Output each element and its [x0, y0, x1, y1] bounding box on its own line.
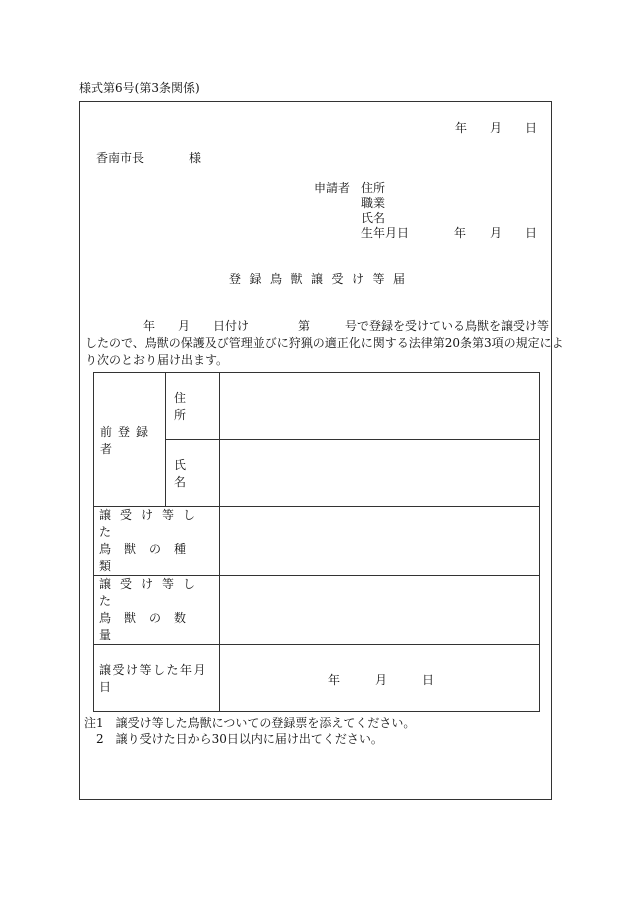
table-date-month: 月 — [375, 673, 388, 687]
count-label-1: 譲受け等した — [99, 577, 205, 608]
count-label-2: 鳥獣の数量 — [99, 611, 200, 642]
body-text — [85, 318, 564, 369]
table-date-day: 日 — [422, 673, 435, 687]
body-line-3: り次のとおり届け出ます。 — [85, 353, 229, 367]
table-row — [94, 576, 540, 645]
applicant-address: 住所 — [361, 181, 386, 195]
document-title: 登録鳥獣譲受け等届 — [229, 272, 414, 286]
body-line-2: したので、鳥獣の保護及び管理並びに狩猟の適正化に関する法律第20条第3項の規定によ — [85, 336, 564, 350]
count-label-cell — [94, 576, 220, 645]
table-row — [94, 373, 540, 440]
applicant-label: 申請者 — [314, 181, 351, 195]
applicant-birth-day: 日 — [525, 226, 538, 240]
species-label-1: 譲受け等した — [99, 508, 205, 539]
registration-table — [93, 372, 540, 712]
date-value-cell[interactable] — [220, 645, 540, 712]
species-label-line-2 — [99, 541, 213, 575]
body-line1-rest: 号で登録を受けている鳥獣を譲受け等 — [345, 319, 550, 333]
form-id: 様式第6号(第3条関係) — [79, 81, 200, 95]
name-label: 氏名 — [174, 458, 201, 489]
species-label-2: 鳥獣の種類 — [99, 542, 200, 573]
applicant-name: 氏名 — [361, 211, 386, 225]
count-label-line-2 — [99, 610, 213, 644]
date-year: 年 — [455, 121, 468, 135]
note-1: 注1 譲受け等した鳥獣についての登録票を添えてください。 — [84, 716, 416, 730]
table-date-year: 年 — [328, 673, 341, 687]
address-label: 住所 — [174, 391, 201, 422]
applicant-birth-date: 生年月日 — [361, 226, 410, 240]
applicant-occupation: 職業 — [361, 196, 386, 210]
table-row — [94, 507, 540, 576]
body-line1-month: 月 — [178, 319, 191, 333]
addressee-mayor: 香南市長 — [96, 151, 145, 165]
previous-registrant-cell — [94, 373, 166, 507]
address-value-cell[interactable] — [220, 373, 540, 440]
species-label-line-1 — [99, 507, 213, 541]
date-value-box — [220, 671, 539, 685]
count-label-line-1 — [99, 576, 213, 610]
name-label-cell — [166, 440, 220, 507]
date-month: 月 — [490, 121, 503, 135]
body-line1-day: 日付け — [213, 319, 250, 333]
previous-registrant-label: 前登録者 — [100, 424, 155, 456]
species-value-cell[interactable] — [220, 507, 540, 576]
applicant-birth-month: 月 — [490, 226, 503, 240]
note-2: 2 譲り受けた日から30日以内に届け出てください。 — [96, 732, 383, 746]
body-line1-no-prefix: 第 — [298, 319, 311, 333]
body-line-1 — [85, 318, 548, 335]
count-value-cell[interactable] — [220, 576, 540, 645]
body-line1-year: 年 — [143, 319, 156, 333]
date-label: 譲受け等した年月日 — [99, 663, 208, 694]
addressee-honorific: 様 — [189, 151, 202, 165]
species-label-cell — [94, 507, 220, 576]
table-row — [94, 645, 540, 712]
name-value-cell[interactable] — [220, 440, 540, 507]
date-label-cell — [94, 645, 220, 712]
date-day: 日 — [525, 121, 538, 135]
address-label-cell — [166, 373, 220, 440]
applicant-birth-year: 年 — [454, 226, 467, 240]
